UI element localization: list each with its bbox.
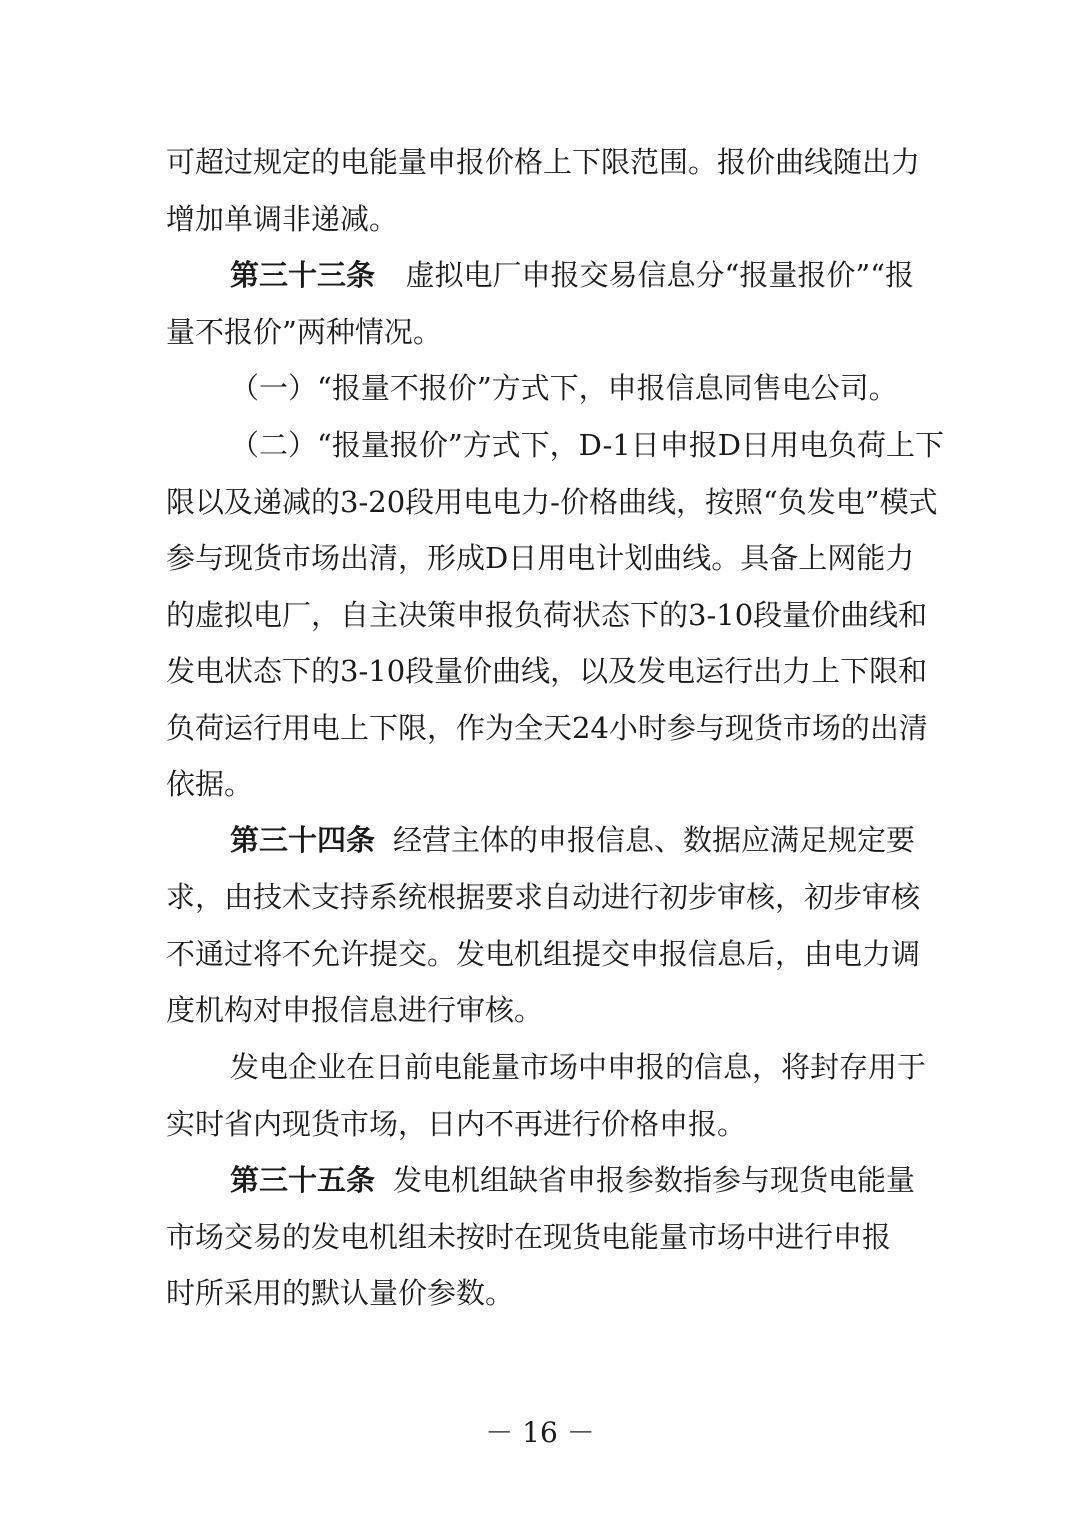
- line-text: 发电机组缺省申报参数指参与现货电能量: [393, 1163, 916, 1197]
- paragraph-line: [166, 934, 921, 974]
- paragraph-line: [166, 708, 928, 748]
- line-text: 参与现货市场出清，形成D日用电计划曲线。具备上网能力: [166, 541, 915, 575]
- list-item-2: [230, 425, 944, 465]
- line-text: 增加单调非递减。: [166, 202, 399, 236]
- line-text: 不通过将不允许提交。发电机组提交申报信息后，由电力调: [166, 937, 921, 971]
- article-34-label: 第三十四条: [230, 823, 376, 857]
- list-item-1: [230, 368, 914, 408]
- line-text: 量不报价”两种情况。: [166, 315, 442, 349]
- line-text: 的虚拟电厂，自主决策申报负荷状态下的3-10段量价曲线和: [166, 598, 928, 632]
- article-33-heading-line: [230, 255, 914, 295]
- line-text: 虚拟电厂申报交易信息分“报量报价”“报: [405, 258, 914, 292]
- line-text: 度机构对申报信息进行审核。: [166, 993, 544, 1027]
- paragraph-line: [166, 764, 914, 804]
- paragraph-line: [166, 990, 914, 1030]
- article-34-heading-line: [230, 820, 914, 860]
- line-text: 可超过规定的电能量申报价格上下限范围。报价曲线随出力: [166, 145, 921, 179]
- line-text: 发电企业在日前电能量市场中申报的信息，将封存用于: [230, 1050, 927, 1084]
- page-number: － 16 －: [485, 1416, 595, 1449]
- line-text: 依据。: [166, 767, 254, 801]
- line-text: 经营主体的申报信息、数据应满足规定要: [393, 823, 916, 857]
- line-text: 限以及递减的3-20段用电电力-价格曲线，按照“负发电”模式: [166, 485, 938, 519]
- paragraph-line: [166, 595, 928, 635]
- line-text: 发电状态下的3-10段量价曲线，以及发电运行出力上下限和: [166, 654, 928, 688]
- line-text: 实时省内现货市场，日内不再进行价格申报。: [166, 1107, 747, 1141]
- line-text: 市场交易的发电机组未按时在现货电能量市场中进行申报: [166, 1220, 892, 1254]
- paragraph-line: [166, 142, 921, 182]
- article-33-label: 第三十三条: [230, 258, 376, 292]
- paragraph-line: [166, 651, 928, 691]
- line-text: 负荷运行用电上下限，作为全天24小时参与现货市场的出清: [166, 711, 928, 745]
- line-text: （一）“报量不报价”方式下，申报信息同售电公司。: [230, 371, 898, 405]
- paragraph-line: [166, 1217, 914, 1257]
- article-35-label: 第三十五条: [230, 1163, 376, 1197]
- paragraph-line: [166, 312, 914, 352]
- paragraph-line: [166, 1104, 914, 1144]
- paragraph-line: [166, 199, 914, 239]
- paragraph-line: [166, 877, 921, 917]
- article-35-heading-line: [230, 1160, 914, 1200]
- line-text: （二）“报量报价”方式下，D-1日申报D日用电负荷上下: [230, 428, 944, 462]
- line-text: 时所采用的默认量价参数。: [166, 1276, 515, 1310]
- paragraph-line: [166, 482, 938, 522]
- paragraph-line: [230, 1047, 927, 1087]
- paragraph-line: [166, 1273, 914, 1313]
- paragraph-line: [166, 538, 914, 578]
- line-text: 求，由技术支持系统根据要求自动进行初步审核，初步审核: [166, 880, 921, 914]
